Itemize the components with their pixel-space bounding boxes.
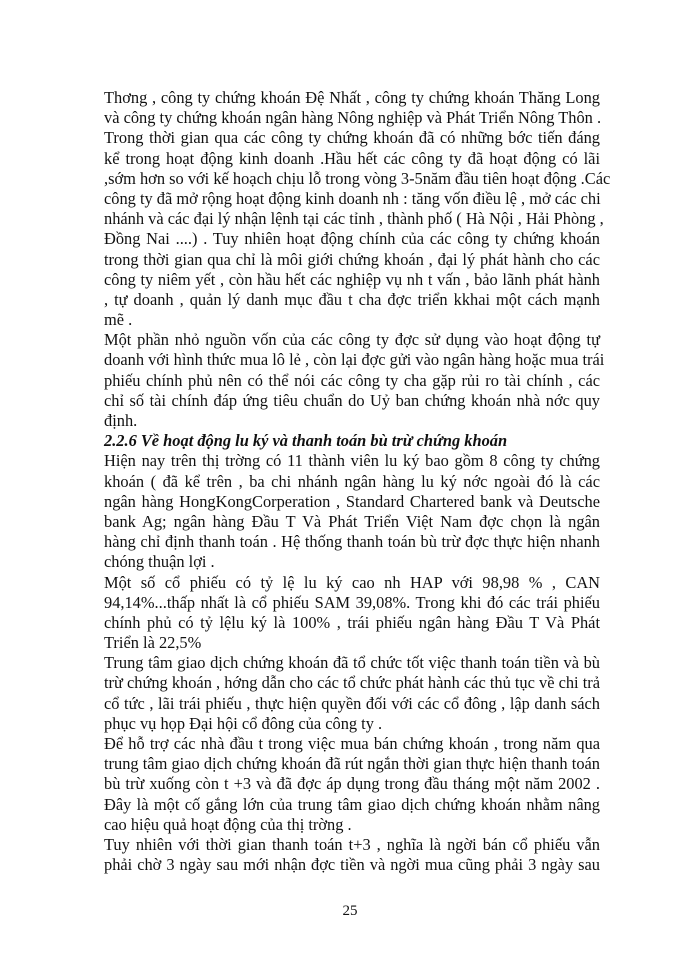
text-line: Để hỗ trợ các nhà đầu t trong việc mua bán chứng khoán , trong năm qua [104,734,600,753]
paragraph-intro-companies [104,88,600,128]
text-line: Một số cổ phiếu có tỷ lệ lu ký cao nh HAP với 98,98 % , CAN [104,572,600,592]
text-line: chính phủ có tỷ lệlu ký là 100% , trái phiếu ngân hàng Đầu T Và Phát [104,612,600,632]
text-line: công ty đã mở rộng hoạt động kinh doanh nh : tăng vốn điều lệ , mở các chi [104,188,601,208]
text-line: trung tâm giao dịch chứng khoán đã rút ngắn thời gian thực hiện thanh toán [104,754,600,774]
text-line: Tuy nhiên với thời gian thanh toán t+3 , nghĩa là ngời bán cổ phiếu vẫn [104,834,600,854]
paragraph-t3-limitations [104,835,600,875]
paragraph-business-activity [104,128,611,330]
text-line: phục vụ họp Đại hội cổ đông của công ty . [104,713,383,733]
text-line: 94,14%...thấp nhất là cổ phiếu SAM 39,08%. Trong khi đó các trái phiếu [104,592,600,612]
text-line: Hiện nay trên thị trờng có 11 thành viên lu ký bao gồm 8 công ty chứng [104,451,600,471]
text-line: mẽ . [104,310,133,330]
text-line: bù trừ xuống còn t +3 và đã đợc áp dụng trong đầu tháng một năm 2002 . [104,774,600,794]
text-line: cổ tức , lãi trái phiếu , thực hiện quyền đối với các cổ đông , lập danh sách [104,693,600,713]
text-line: Thơng , công ty chứng khoán Đệ Nhất , công ty chứng khoán Thăng Long [104,88,600,107]
text-line: định. [104,411,138,430]
text-line: phiếu chính phủ nên có thể nói các công ty cha gặp rủi ro tài chính , các [104,370,600,390]
text-line: bank Ag; ngân hàng Đầu T Và Phát Triển Việt Nam đợc chọn là ngân [104,511,600,531]
text-line: kể trong hoạt động kinh doanh .Hầu hết các công ty đã hoạt động có lãi [104,148,600,168]
paragraph-t3-settlement [104,734,600,835]
document-page [104,88,611,875]
text-line: công ty niêm yết , còn hầu hết các nghiệp vụ nh t vấn , bảo lãnh phát hành [104,269,600,289]
text-line: cao hiệu quả hoạt động của thị trờng . [104,814,352,834]
paragraph-depository-rates [104,573,600,654]
text-line: nhánh và các đại lý nhận lệnh tại các tỉnh , thành phố ( Hà Nội , Hải Phòng , [104,209,604,229]
paragraph-depository-members [104,451,600,572]
text-line: ,sớm hơn so với kế hoạch chịu lỗ trong vòng 3-5năm đầu tiên hoạt động .Các [104,168,611,188]
section-heading: 2.2.6 Về hoạt động lu ký và thanh toán bù trừ chứng khoán [104,431,508,451]
text-line: , tự doanh , quản lý danh mục đầu t cha đợc triển kkhai một cách mạnh [104,289,600,309]
text-line: chỉ số tài chính đáp ứng tiêu chuẩn do Uỷ ban chứng khoán nhà nớc quy [104,390,600,410]
paragraph-settlement-organization [104,653,600,734]
text-line: ngân hàng HongKongCorperation , Standard Chartered bank và Deutsche [104,491,600,511]
text-line: Đồng Nai ....) . Tuy nhiên hoạt động chính của các công ty chứng khoán [104,229,600,249]
page-number: 25 [342,903,358,919]
text-line: Trung tâm giao dịch chứng khoán đã tổ chức tốt việc thanh toán tiền và bù [104,653,600,673]
text-line: trong thời gian qua chỉ là môi giới chứng khoán , đại lý phát hành cho các [104,249,600,269]
paragraph-capital-usage [104,330,605,431]
text-line: Đây là một cố gắng lớn của trung tâm giao dịch chứng khoán nhằm nâng [104,794,600,814]
text-line: trừ chứng khoán , hớng dẫn cho các tổ chức phát hành các thủ tục về chi trả [104,673,600,693]
text-line: phải chờ 3 ngày sau mới nhận đợc tiền và ngời mua cũng phải 3 ngày sau [104,855,600,875]
text-line: hàng chỉ định thanh toán . Hệ thống thanh toán bù trừ đợc thực hiện nhanh [104,532,600,552]
text-line: chóng thuận lợi . [104,552,215,572]
text-line: Triển là 22,5% [104,633,202,653]
text-line: khoán ( đã kể trên , ba chi nhánh ngân hàng lu ký nớc ngoài đó là các [104,471,600,491]
text-line: Trong thời gian qua các công ty chứng khoán đã có những bớc tiến đáng [104,128,600,148]
text-line: Một phần nhỏ nguồn vốn của các công ty đợc sử dụng vào hoạt động tự [104,330,600,350]
text-line: và công ty chứng khoán ngân hàng Nông nghiệp và Phát Triển Nông Thôn . [104,108,602,128]
text-line: doanh với hình thức mua lô lẻ , còn lại đợc gửi vào ngân hàng hoặc mua trái [104,350,605,370]
